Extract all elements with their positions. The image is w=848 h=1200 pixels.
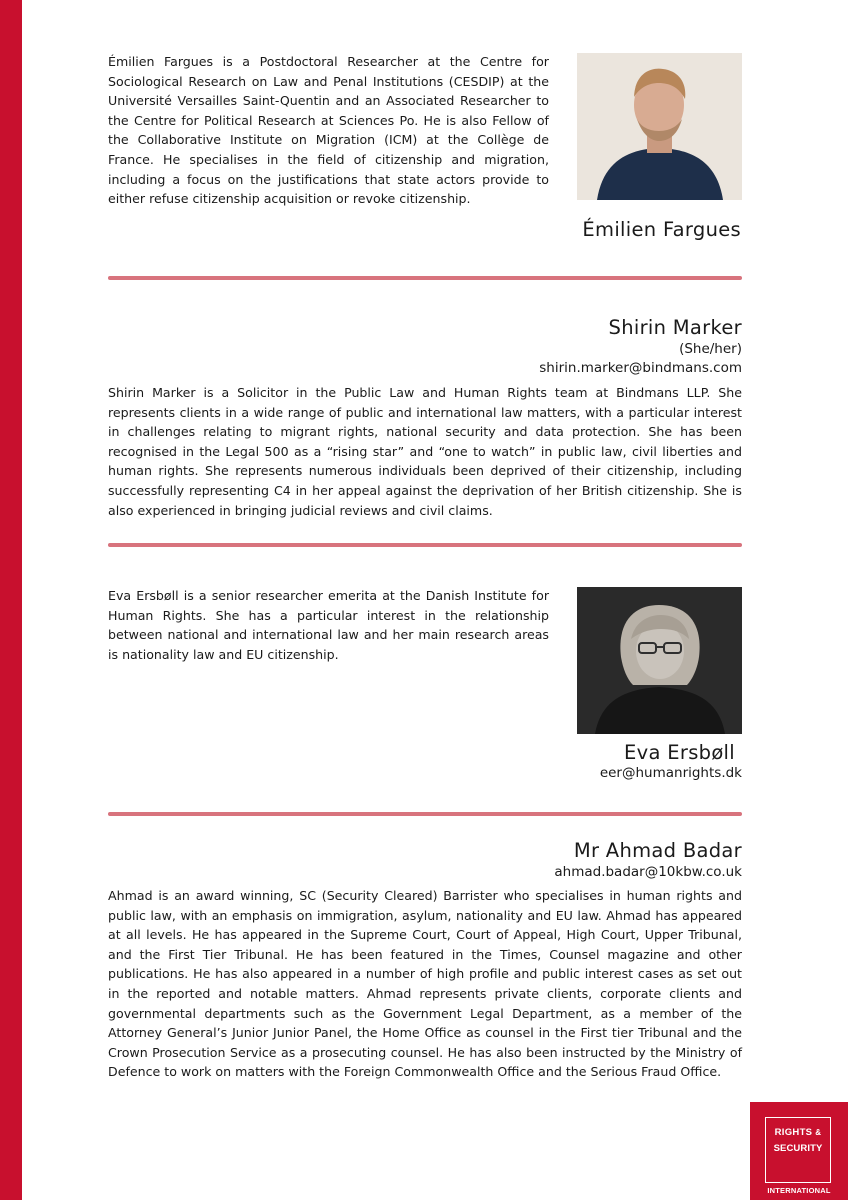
name-emilien-fargues: Émilien Fargues bbox=[582, 218, 741, 241]
photo-emilien-fargues bbox=[577, 53, 742, 200]
email-ahmad-badar[interactable]: ahmad.badar@10kbw.co.uk bbox=[554, 864, 742, 880]
bio-emilien-fargues: Émilien Fargues is a Postdoctoral Researcher at the Centre for Sociological Research on Law and Penal Institutions (CESDIP) at the Université Versailles Saint-Quentin and an Associated Researcher to the Centre for Political Research at Sciences Po. He is also Fellow of the Collaborative Institute on Migration (ICM) at the Collège de France. He specialises in the field of citizenship and migration, including a focus on the justifications that state actors provide to either refuse citizenship acquisition or revoke citizenship. bbox=[108, 54, 549, 207]
name-shirin-marker: Shirin Marker bbox=[608, 316, 742, 339]
section-divider bbox=[108, 543, 742, 547]
logo-frame bbox=[765, 1117, 831, 1183]
photo-eva-ersboll bbox=[577, 587, 742, 734]
section-divider bbox=[108, 276, 742, 280]
email-shirin-marker[interactable]: shirin.marker@bindmans.com bbox=[539, 360, 742, 376]
pronouns-shirin-marker: (She/her) bbox=[679, 341, 742, 357]
section-divider bbox=[108, 812, 742, 816]
logo-security-text: SECURITY bbox=[773, 1143, 823, 1154]
rights-security-international-logo bbox=[750, 1102, 848, 1200]
name-ahmad-badar: Mr Ahmad Badar bbox=[573, 839, 742, 862]
bio-ahmad-badar: Ahmad is an award winning, SC (Security Cleared) Barrister who specialises in human rights and public law, with an emphasis on immigration, asylum, nationality and EU law. Ahmad has appeared at all levels. He has appeared in the Supreme Court, Court of Appeal, High Court, Upper Tribunal, and the First Tier Tribunal. He has been featured in the Times, Counsel magazine and other publications. He has also appeared in a number of high profile and public interest cases as set out in the reported and notable matters. Ahmad represents private clients, corporate clients and governmental departments such as the Government Legal Department, as a member of the Attorney General’s Junior Junior Panel, the Home Office as counsel in the First tier Tribunal and the Crown Prosecution Service as a prosecuting counsel. He has also been instructed by the Ministry of Defence to work on matters with the Foreign Commonwealth Office and the Serious Fraud Office. bbox=[108, 888, 742, 1080]
logo-international-text: INTERNATIONAL bbox=[767, 1186, 831, 1195]
logo-ampersand: & bbox=[815, 1128, 822, 1137]
name-eva-ersboll: Eva Ersbøll bbox=[624, 741, 735, 764]
logo-rights-text: RIGHTS bbox=[774, 1127, 813, 1138]
left-brand-bar bbox=[0, 0, 22, 1200]
bio-shirin-marker: Shirin Marker is a Solicitor in the Public Law and Human Rights team at Bindmans LLP. She represents clients in a wide range of public and international law matters, with a particular interest in challenges relating to migrant rights, national security and data protection. She has been recognised in the Legal 500 as a “rising star” and “one to watch” in public law, civil liberties and human rights. She represents numerous individuals been deprived of their citizenship, including successfully representing C4 in her appeal against the deprivation of her British citizenship. She is also experienced in bringing judicial reviews and civil claims. bbox=[108, 385, 742, 518]
email-eva-ersboll[interactable]: eer@humanrights.dk bbox=[599, 765, 742, 781]
bio-eva-ersboll: Eva Ersbøll is a senior researcher emerita at the Danish Institute for Human Rights. She has a particular interest in the relationship between national and international law and her main research areas is nationality law and EU citizenship. bbox=[108, 588, 549, 662]
